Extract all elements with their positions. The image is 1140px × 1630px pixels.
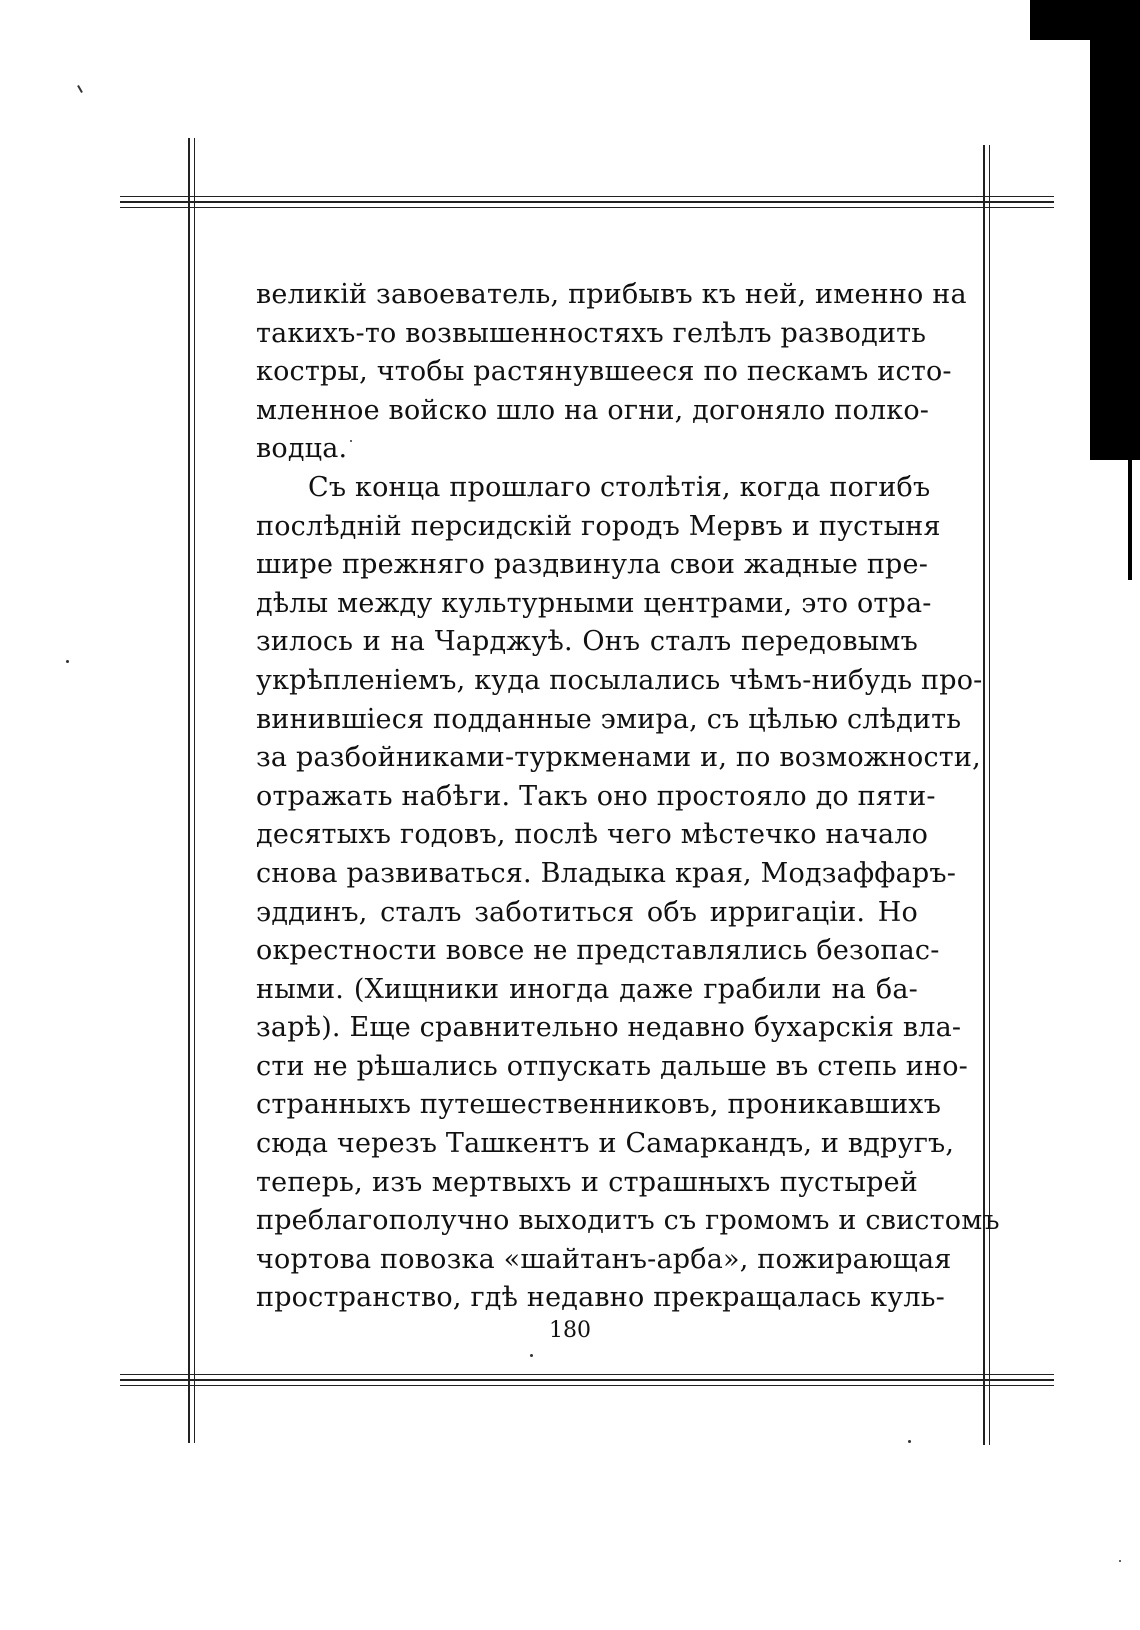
text-line: такихъ-то возвышенностяхъ гелѣлъ разводить (256, 317, 927, 349)
text-line: пространство, гдѣ недавно прекращалась куль- (256, 1282, 945, 1314)
text-line: ными. (Хищники иногда даже грабили на ба- (256, 973, 918, 1005)
frame-left-rule-inner (194, 138, 195, 1443)
frame-right-rule (983, 145, 985, 1445)
frame-top-rule (120, 201, 1054, 203)
scan-edge-strip (1090, 40, 1140, 460)
frame-bottom-rule-outer (120, 1374, 1054, 1375)
frame-top-rule-inner (120, 207, 1054, 208)
page-body-text (256, 276, 1000, 1318)
text-line: странныхъ путешественниковъ, проникавшихъ (256, 1089, 942, 1121)
text-line: зарѣ). Еще сравнительно недавно бухарскія вла- (256, 1012, 962, 1044)
text-line: эддинъ, сталъ заботиться объ ирригаціи. Но (256, 896, 918, 928)
text-line: зилось и на Чарджуѣ. Онъ сталъ передовымъ (256, 626, 918, 658)
text-line: сюда черезъ Ташкентъ и Самаркандъ, и вдругъ, (256, 1128, 955, 1160)
text-line: отражать набѣги. Такъ оно простояло до пяти- (256, 780, 936, 812)
text-line: преблагополучно выходитъ съ громомъ и свистомъ (256, 1205, 1000, 1237)
frame-right-rule-inner (989, 145, 990, 1445)
page-number: 180 (549, 1318, 591, 1343)
text-line: чортова повозка «шайтанъ-арба», пожирающая (256, 1243, 952, 1275)
frame-bottom-rule (120, 1379, 1054, 1381)
frame-top-rule-outer (120, 196, 1054, 197)
text-line: винившіеся подданные эмира, съ цѣлью слѣдить (256, 703, 962, 735)
text-line: послѣдній персидскій городъ Мервъ и пустыня (256, 510, 941, 542)
text-line: теперь, изъ мертвыхъ и страшныхъ пустырей (256, 1166, 918, 1198)
text-line: окрестности вовсе не представлялись безопас- (256, 935, 940, 967)
text-line: за разбойниками-туркменами и, по возможности, (256, 742, 981, 774)
text-line: шире прежняго раздвинула свои жадные пре- (256, 549, 929, 581)
text-line: мленное войско шло на огни, догоняло полко- (256, 394, 930, 426)
text-line: сти не рѣшались отпускать дальше въ степь ино- (256, 1050, 968, 1082)
frame-bottom-rule-inner (120, 1385, 1054, 1386)
text-line: великій завоеватель, прибывъ къ ней, именно на (256, 279, 967, 310)
frame-left-rule (188, 138, 190, 1443)
text-line: костры, чтобы растянувшееся по пескамъ исто- (256, 356, 952, 388)
text-line: дѣлы между культурными центрами, это отра- (256, 587, 932, 619)
text-line: укрѣпленіемъ, куда посылались чѣмъ-нибудь про- (256, 664, 983, 696)
scan-edge-strip-lower (1128, 460, 1132, 580)
text-line: десятыхъ годовъ, послѣ чего мѣстечко начало (256, 819, 929, 851)
text-line: водца. (256, 433, 348, 465)
text-line: Съ конца прошлаго столѣтія, когда погибъ (308, 471, 931, 503)
text-line: снова развиваться. Владыка края, Модзаффаръ- (256, 857, 957, 889)
scan-edge-shadow (1030, 0, 1140, 40)
